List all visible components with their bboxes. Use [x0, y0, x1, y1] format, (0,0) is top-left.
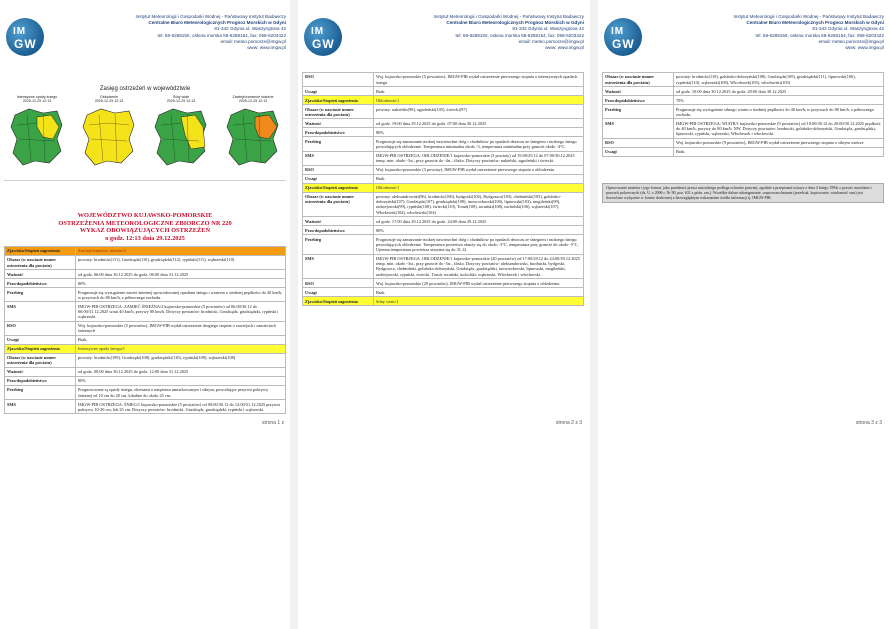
- table-row: RSO Woj. kujawsko-pomorskie (9 powiatów), IMGW-PIB wydał ostrzeżenie pierwszego stopnia o silnym wietrze: [603, 138, 884, 147]
- page-gutter: [290, 0, 298, 629]
- page-number: strona 3 z 3: [855, 420, 882, 426]
- table-row: Przebieg Prognozuje się zamarzanie mokrej nawierzchni dróg i chodników po opadach deszczu ze śniegiem i mokrego śniegu powodujących oblodzenie. Temperatura powietrza obniży się do około -3°C, temperatura przy gruncie do około -5°C. Ujemna temperatura powietrza utrzyma się do 31.12.: [303, 235, 584, 254]
- table-row: Przebieg Prognozuje się zamarzanie mokrej nawierzchni dróg i chodników po opadach deszczu ze śniegiem i mokrego śniegu powodujących oblodzenie. Temperatura minimalna około -3, temperatura minimalna przy gruncie około -4°C.: [303, 137, 584, 151]
- separator: [4, 180, 286, 181]
- table-row: Uwagi Brak.: [303, 87, 584, 96]
- table-row: Obszar (w nawiasie numer ostrzeżenia dla powiatu) powiaty: aleksandrowski(96), brodnicki(106), bydgoski(104), Bydgoszcz(103), chełmiński(103), golubsko-dobrzyński(107), Grudziądz(107), grudziądzki(109), inowrocławski(100), lipnowski(103), mogileński(99), radziejowski(99), rypiński(108), świecki(110), Toruń(108), toruński(108), tucholski(106), wąbrzeski(107), Włocławek(104), włocławski(104): [303, 192, 584, 217]
- document-title: [4, 212, 286, 242]
- institute-header: [664, 14, 884, 51]
- page-1: [0, 0, 290, 629]
- warning-maps: [4, 95, 286, 175]
- logo-text-bottom: GW: [14, 37, 37, 51]
- table-row: Prawdopodobieństwo 80%: [5, 377, 286, 386]
- imgw-logo: [604, 18, 642, 56]
- imgw-logo: [304, 18, 342, 56]
- table-row: Zjawisko/Stopień zagrożenia Silny wiatr/1: [303, 297, 584, 306]
- header-website[interactable]: www: www.imgw.pl: [247, 45, 286, 51]
- map-date: 2025-12-29 12:13: [22, 99, 52, 104]
- table-row: Obszar (w nawiasie numer ostrzeżenia dla powiatu) powiaty: nakielski(98), sępoleński(105), świecki(97): [303, 105, 584, 119]
- header-line: tel: 58-6288150, osłona morska 58-6288154, fax: 058-6203422: [755, 32, 884, 38]
- header-line: tel: 58-6288150, osłona morska 58-6288154, fax: 058-6203422: [157, 32, 286, 38]
- table-row: RSO Woj. kujawsko-pomorskie (20 powiatów), IMGW-PIB wydał ostrzeżenie pierwszego stopnia o oblodzeniu: [303, 279, 584, 288]
- table-row: Ważność od godz. 06:00 dnia 30.12.2025 do godz. 06:00 dnia 31.12.2025: [5, 270, 286, 279]
- institute-header: [364, 14, 584, 51]
- table-row: RSO Woj. kujawsko-pomorskie (5 powiatów), IMGW-PIB wydał ostrzeżenie drugiego stopnia o zawiejach i zamieciach śnieżnych: [5, 321, 286, 335]
- header-line: 81-342 Gdynia ul. Waszyngtona 42: [214, 26, 286, 32]
- table-row: Przebieg Prognozuje się wystąpienie silnego wiatru o średniej prędkości do 40 km/h, w porywach do 80 km/h, z północnego zachodu.: [603, 105, 884, 119]
- header-website[interactable]: www: www.imgw.pl: [845, 45, 884, 51]
- copyright-note: Opracowanie zmienia i jego format, jako przedmiot prawa autorskiego podlega ochronie prawnej, zgodnie z przepisami ustawy z dnia 4 lutego 1994r o prawie autorskim i prawach pokrewnych (dz. U. z 2006 r. Nr 90, poz. 631 z późn. zm.). Wszelkie dalsze udostępnianie, rozpowszechnianie (przedruk, kopiowanie, wiadomość sms) jest dozwolone wyłącznie w formie dosłownej z bezwzględnym wskazaniem źródła informacji tj. IMGW-PIB.: [602, 183, 884, 203]
- header-line: Centralne Biuro Meteorologicznych Prognoz Morskich w Gdyni: [746, 20, 884, 26]
- map-date: 2025-12-29 12:13: [94, 99, 124, 104]
- logo-text-top: IM: [311, 26, 325, 37]
- table-row: Obszar (w nawiasie numer ostrzeżenia dla powiatu) powiaty: brodnicki(111), Grudziądz(110), grudziądzki(112), rypiński(111), wąbrzeski(110): [5, 255, 286, 269]
- map-wind-shape: [151, 105, 211, 169]
- header-line: 81-342 Gdynia ul. Waszyngtona 42: [512, 26, 584, 32]
- table-row: Prawdopodobieństwo 80%: [5, 279, 286, 288]
- header-line: Centralne Biuro Meteorologicznych Prognoz Morskich w Gdyni: [148, 20, 286, 26]
- map-blizzard: [220, 95, 286, 173]
- table-row: Ważność od godz. 10:00 dnia 30.12.2025 do godz. 20:00 dnia 30.12.2025: [603, 87, 884, 96]
- imgw-logo: [6, 18, 44, 56]
- table-row: Uwagi Brak.: [5, 335, 286, 344]
- title-line: WYKAZ OBOWIĄZUJĄCYCH OSTRZEŻEŃ: [79, 227, 211, 235]
- map-ice: [76, 95, 142, 173]
- table-row: Prawdopodobieństwo 80%: [303, 226, 584, 235]
- table-row: Uwagi Brak.: [603, 147, 884, 156]
- table-row: SMS IMGW-PIB OSTRZEGA: ZAMIEĆ ŚNIEŻNA/2 kujawsko-pomorskie (5 powiatów) od 06:00/30.12 do 06:00/31.12.2025 wiatr 40 km/h, porywy 80 km/h. Dotyczy powiatów: brodnicki, Grudziądz, grudziądzki, rypiński i wąbrzeski.: [5, 302, 286, 321]
- header-line: Instytut Meteorologii i Gospodarki Wodnej - Państwowy Instytut Badawczy: [733, 14, 884, 19]
- header-email[interactable]: email: meteo.pomorze@imgw.pl: [518, 38, 584, 44]
- table-row: Obszar (w nawiasie numer ostrzeżenia dla powiatu) powiaty: brodnicki(110), golubsko-dobrzyński(108), Grudziądz(109), grudziądzki(111), lipnowski(106), rypiński(110), wąbrzeski(109), Włocławek(105), włocławski(105): [603, 73, 884, 87]
- map-date: 2025-12-29 12:13: [238, 99, 268, 104]
- table-row: Ważność od godz. 19:00 dnia 29.12.2025 do godz. 07:00 dnia 30.12.2025: [303, 119, 584, 128]
- map-snow: [4, 95, 70, 173]
- map-label: Zawieje/zamiecie śnieżne: [232, 95, 274, 99]
- page-2: [298, 0, 588, 629]
- table-row: Obszar (w nawiasie numer ostrzeżenia dla powiatu) powiaty: brodnicki(109), Grudziądz(108), grudziądzki(110), rypiński(109), wąbrzeski(108): [5, 353, 286, 367]
- map-label: Intensywne opady śniegu: [16, 95, 58, 99]
- maps-title: Zasięg ostrzeżeń w województwie: [99, 86, 191, 92]
- header-website[interactable]: www: www.imgw.pl: [545, 45, 584, 51]
- header-email[interactable]: email: meteo.pomorze@imgw.pl: [818, 38, 884, 44]
- table-row: Zjawisko/Stopień zagrożenia Oblodzenie/1: [303, 96, 584, 105]
- logo-text-bottom: GW: [612, 37, 635, 51]
- table-row: RSO Woj. kujawsko-pomorskie (3 powiaty), IMGW-PIB wydał ostrzeżenie pierwszego stopnia o oblodzeniu: [303, 165, 584, 174]
- table-row: Ważność od godz. 17:00 dnia 29.12.2025 do godz. 24:00 dnia 29.12.2025: [303, 217, 584, 226]
- map-label: Silny wiatr: [172, 95, 190, 99]
- page-number: strona 1 z: [262, 420, 284, 426]
- table-row: Prawdopodobieństwo 80%: [303, 128, 584, 137]
- header-email[interactable]: email: meteo.pomorze@imgw.pl: [220, 38, 286, 44]
- logo-text-top: IM: [611, 26, 625, 37]
- table-row: Przebieg Prognozuje się wystąpienie zawiei śnieżnej spowodowanej opadami śniegu i wiatrem o średniej prędkości do 40 km/h, w porywach do 80 km/h, z północnego zachodu.: [5, 288, 286, 302]
- warnings-table-page2: [302, 72, 584, 306]
- title-line: o godz. 12:13 dnia 29.12.2025: [105, 234, 185, 242]
- map-label: Oblodzenie: [99, 95, 119, 99]
- map-date: 2025-12-29 12:13: [166, 99, 196, 104]
- table-row: Przebieg Prognozowane są opady śniegu, okresami o natężeniu umiarkowanym i silnym, powodujące przyrost pokrywy śnieżnej od 10 cm do 20 cm, lokalnie do około 25 cm.: [5, 386, 286, 400]
- warnings-table-page1: [4, 246, 286, 414]
- map-wind: [148, 95, 214, 173]
- table-row: Ważność od godz. 00:00 dnia 30.12.2025 do godz. 12:00 dnia 31.12.2025: [5, 368, 286, 377]
- table-row: Zjawisko/Stopień zagrożenia Oblodzenie/1: [303, 183, 584, 192]
- page-3: [598, 0, 888, 629]
- table-row: SMS IMGW-PIB OSTRZEGA: ŚNIEG/1 kujawsko-pomorskie (5 powiatów) od 00:00/30.12 do 12:00/31.12.2025 przyrost pokrywy 10-20 cm, lok 25 cm. Dotyczy powiatów: brodnicki, Grudziądz, grudziądzki, rypiński i wąbrzeski.: [5, 400, 286, 414]
- title-line: OSTRZEŻENIA METEOROLOGICZNE ZBIORCZO NR 220: [58, 219, 232, 227]
- map-snow-shape: [7, 105, 67, 169]
- institute-header: [66, 14, 286, 51]
- page-number: strona 2 z 3: [555, 420, 582, 426]
- title-line: WOJEWÓDZTWO KUJAWSKO-POMORSKIE: [77, 212, 213, 219]
- table-row: SMS IMGW-PIB OSTRZEGA: OBLODZENIE/1 kujawsko-pomorskie (20 powiatów) od 17:00/29.12 do 24:00/29.12.2025 temp. min. około -3st., przy gruncie do -5st., ślisko. Dotyczy powiatów: aleksandrowski, brodnicki, bydgoski, Bydgoszcz, chełmiński, golubsko-dobrzyński, Grudziądz, grudziądzki, inowrocławski, lipnowski, mogileński, radziejowski, rypiński, świecki, Toruń, toruński, tucholski, wąbrzeski, Włocławek i włocławski.: [303, 254, 584, 279]
- table-row: Prawdopodobieństwo 70%: [603, 96, 884, 105]
- table-row: RSO Woj. kujawsko-pomorskie (5 powiatów), IMGW-PIB wydał ostrzeżenie pierwszego stopnia o intensywnych opadach śniegu: [303, 73, 584, 87]
- table-row: Uwagi Brak.: [303, 174, 584, 183]
- header-line: Instytut Meteorologii i Gospodarki Wodnej - Państwowy Instytut Badawczy: [433, 14, 584, 19]
- table-row: Uwagi Brak.: [303, 288, 584, 297]
- header-line: tel: 58-6288150, osłona morska 58-6288154, fax: 058-6203422: [455, 32, 584, 38]
- page-gutter: [590, 0, 598, 629]
- table-row: SMS IMGW-PIB OSTRZEGA: OBLODZENIE/1 kujawsko-pomorskie (3 powiaty) od 19:00/29.12 do 07:00/30.12.2025 temp. min. około -3st., przy gruncie do -4st., ślisko. Dotyczy powiatów: nakielski, sępoleński i świecki.: [303, 151, 584, 165]
- logo-text-top: IM: [13, 26, 27, 37]
- table-row: Zjawisko/Stopień zagrożenia Intensywne opady śniegu/1: [5, 344, 286, 353]
- logo-text-bottom: GW: [312, 37, 335, 51]
- warnings-table-page3: [602, 72, 884, 157]
- header-line: Centralne Biuro Meteorologicznych Prognoz Morskich w Gdyni: [446, 20, 584, 26]
- table-row: Zjawisko/Stopień zagrożenia Zawieje/zamiecie śnieżne/2: [5, 247, 286, 256]
- table-row: SMS IMGW-PIB OSTRZEGA: WIATR/1 kujawsko-pomorskie (9 powiatów) od 10:00/30.12 do 20:00/30.12.2025 prędkość do 40 km/h, porywy do 80 km/h, NW. Dotyczy powiatów: brodnicki, golubsko-dobrzyński, Grudziądz, grudziądzki, lipnowski, rypiński, wąbrzeski, Włocławek i włocławski.: [603, 119, 884, 138]
- header-line: 81-342 Gdynia ul. Waszyngtona 42: [812, 26, 884, 32]
- map-ice-shape: [79, 105, 139, 169]
- header-line: Instytut Meteorologii i Gospodarki Wodnej - Państwowy Instytut Badawczy: [135, 14, 286, 19]
- map-blizzard-shape: [223, 105, 283, 169]
